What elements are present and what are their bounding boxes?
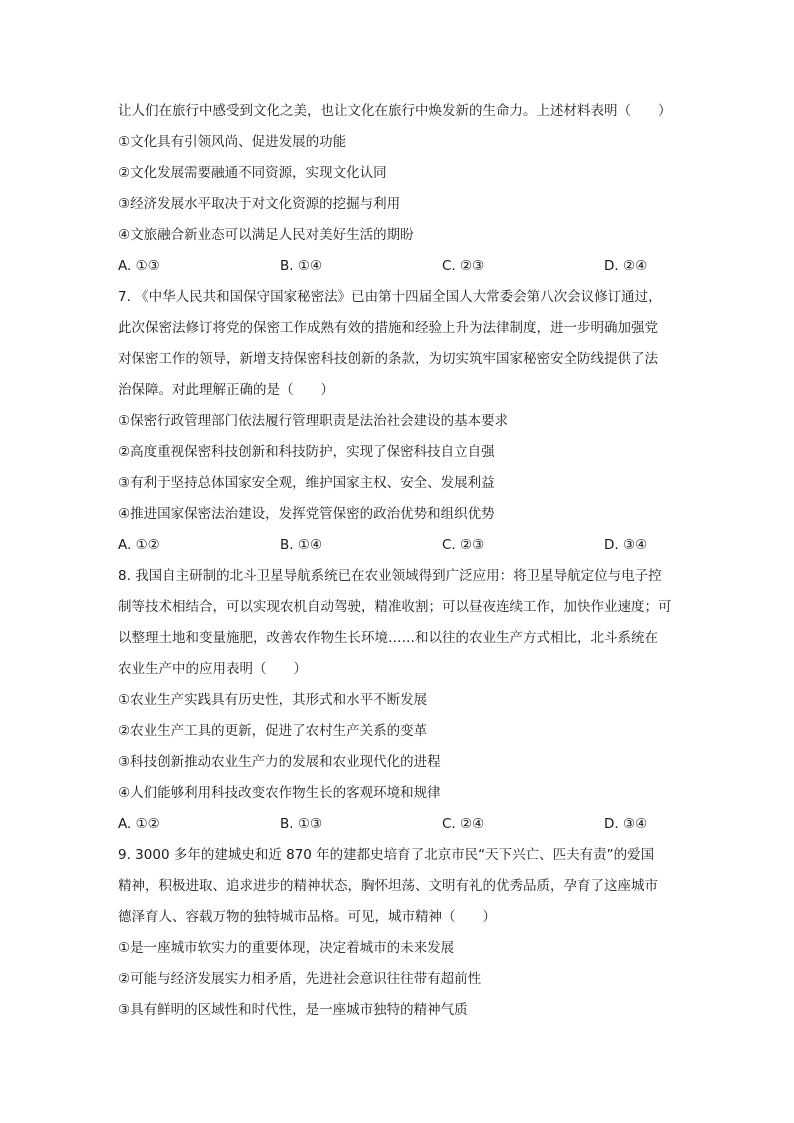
q8-option-d: D. ③④ — [604, 816, 648, 832]
q9-stem-line-3: 德泽育人、容载万物的独特城市品格。可见，城市精神（ ） — [118, 909, 496, 925]
q6-stem-tail: 让人们在旅行中感受到文化之美，也让文化在旅行中焕发新的生命力。上述材料表明（ ） — [118, 103, 672, 119]
q9-stem-line-1: 9. 3000 多年的建城史和近 870 年的建都史培育了北京市民“天下兴亡、匹夫有责”的爱国 — [118, 847, 655, 863]
q8-stem-line-3: 以整理土地和变量施肥，改善农作物生长环境……和以往的农业生产方式相比，北斗系统在 — [118, 630, 658, 646]
q8-options — [118, 809, 678, 840]
document-page — [118, 96, 678, 1026]
q6-option-a: A. ①③ — [118, 258, 160, 274]
q7-stem-line-4: 治保障。对此理解正确的是（ ） — [118, 382, 334, 398]
q7-stem-line-1: 7. 《中华人民共和国保守国家秘密法》已由第十四届全国人大常委会第八次会议修订通过， — [118, 289, 662, 305]
q7-option-d: D. ③④ — [604, 537, 648, 553]
q8-option-a: A. ①② — [118, 816, 160, 832]
q6-option-b: B. ①④ — [280, 258, 323, 274]
q7-statement-4: ④推进国家保密法治建设，发挥党管保密的政治优势和组织优势 — [118, 506, 495, 522]
q8-stem-line-1: 8. 我国自主研制的北斗卫星导航系统已在农业领域得到广泛应用：将卫星导航定位与电子控 — [118, 568, 662, 584]
q6-option-c: C. ②③ — [442, 258, 485, 274]
q7-options — [118, 530, 678, 561]
q8-statement-4: ④人们能够利用科技改变农作物生长的客观环境和规律 — [118, 785, 441, 801]
q8-statement-2: ②农业生产工具的更新，促进了农村生产关系的变革 — [118, 723, 428, 739]
q7-statement-2: ②高度重视保密科技创新和科技防护，实现了保密科技自立自强 — [118, 444, 495, 460]
q8-option-c: C. ②④ — [442, 816, 485, 832]
q6-statement-4: ④文旅融合新业态可以满足人民对美好生活的期盼 — [118, 227, 414, 243]
q8-stem-line-2: 制等技术相结合，可以实现农机自动驾驶，精准收割；可以昼夜连续工作，加快作业速度；可 — [118, 599, 672, 615]
q7-statement-1: ①保密行政管理部门依法履行管理职责是法治社会建设的基本要求 — [118, 413, 509, 429]
q7-stem-line-3: 对保密工作的领导，新增支持保密科技创新的条款，为切实筑牢国家秘密安全防线提供了法 — [118, 351, 658, 367]
q9-stem-line-2: 精神，积极进取、追求进步的精神状态，胸怀坦荡、文明有礼的优秀品质，孕育了这座城市 — [118, 878, 658, 894]
q7-stem-line-2: 此次保密法修订将党的保密工作成熟有效的措施和经验上升为法律制度，进一步明确加强党 — [118, 320, 658, 336]
q8-stem-line-4: 农业生产中的应用表明（ ） — [118, 661, 307, 677]
q7-option-c: C. ②③ — [442, 537, 485, 553]
q6-statement-2: ②文化发展需要融通不同资源，实现文化认同 — [118, 165, 387, 181]
q8-statement-3: ③科技创新推动农业生产力的发展和农业现代化的进程 — [118, 754, 441, 770]
q7-option-b: B. ①④ — [280, 537, 323, 553]
q9-statement-1: ①是一座城市软实力的重要体现，决定着城市的未来发展 — [118, 940, 455, 956]
q6-statement-1: ①文化具有引领风尚、促进发展的功能 — [118, 134, 347, 150]
q6-statement-3: ③经济发展水平取决于对文化资源的挖掘与利用 — [118, 196, 401, 212]
q8-statement-1: ①农业生产实践具有历史性，其形式和水平不断发展 — [118, 692, 428, 708]
q7-statement-3: ③有利于坚持总体国家安全观，维护国家主权、安全、发展利益 — [118, 475, 495, 491]
q8-option-b: B. ①③ — [280, 816, 323, 832]
q9-statement-2: ②可能与经济发展实力相矛盾，先进社会意识往往带有超前性 — [118, 971, 482, 987]
q9-statement-3: ③具有鲜明的区域性和时代性，是一座城市独特的精神气质 — [118, 1002, 468, 1018]
q7-option-a: A. ①② — [118, 537, 160, 553]
q6-options — [118, 251, 678, 282]
q6-option-d: D. ②④ — [604, 258, 648, 274]
